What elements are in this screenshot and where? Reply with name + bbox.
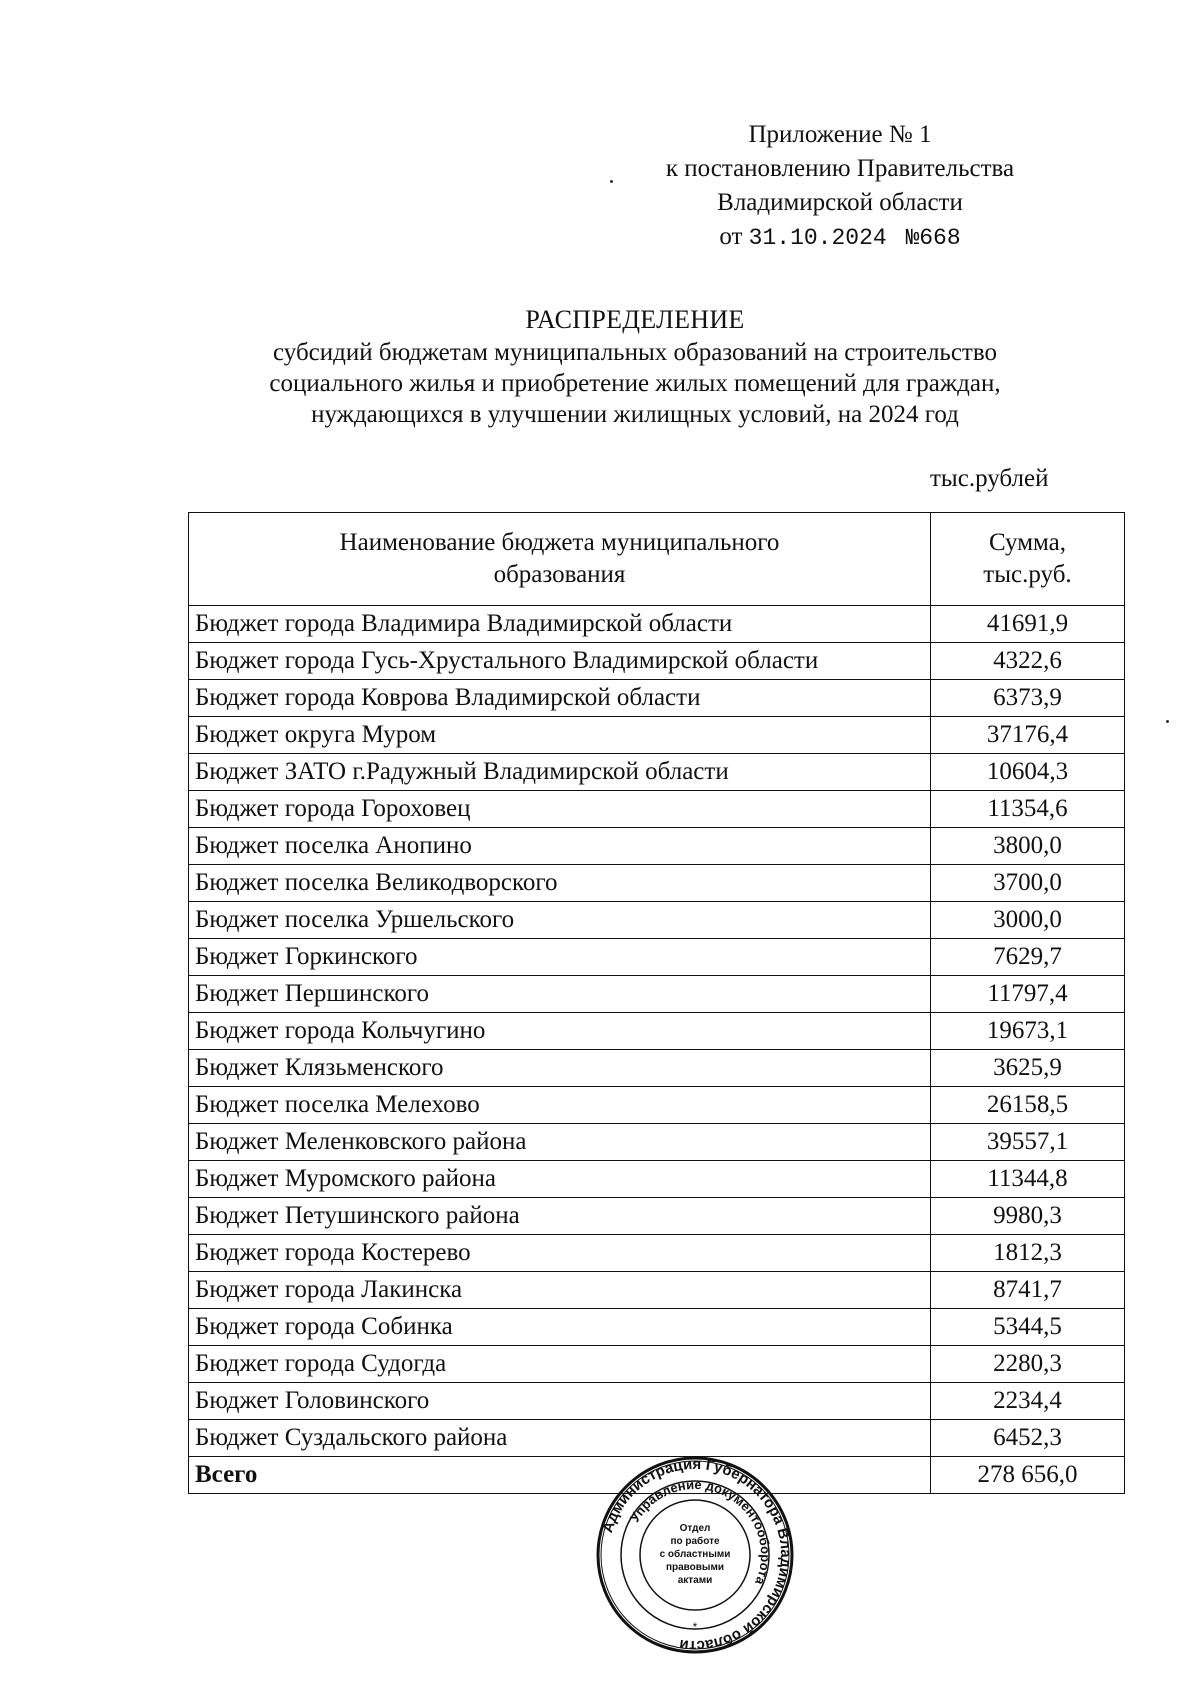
budget-name-cell: Бюджет города Собинка xyxy=(189,1309,931,1346)
amount-cell: 11344,8 xyxy=(931,1161,1125,1198)
budget-name-cell: Бюджет Горкинского xyxy=(189,939,931,976)
table-row xyxy=(189,754,1125,791)
budget-name-cell: Бюджет поселка Великодворского xyxy=(189,865,931,902)
table-row xyxy=(189,791,1125,828)
budget-name-cell: Бюджет города Судогда xyxy=(189,1346,931,1383)
budget-name-cell: Бюджет Петушинского района xyxy=(189,1198,931,1235)
amount-cell: 9980,3 xyxy=(931,1198,1125,1235)
seal-center-line-3: с областными xyxy=(659,1549,731,1560)
budget-name-cell: Бюджет округа Муром xyxy=(189,717,931,754)
table-row xyxy=(189,1198,1125,1235)
official-seal xyxy=(595,1455,795,1655)
amount-cell: 10604,3 xyxy=(931,754,1125,791)
column-header-sum-line2: тыс.руб. xyxy=(983,561,1072,588)
scan-speck xyxy=(610,180,613,183)
table-row xyxy=(189,1087,1125,1124)
amount-cell: 1812,3 xyxy=(931,1235,1125,1272)
table-row xyxy=(189,1346,1125,1383)
title-line-1: субсидий бюджетам муниципальных образований на строительство xyxy=(273,339,997,366)
amount-cell: 8741,7 xyxy=(931,1272,1125,1309)
amount-cell: 3000,0 xyxy=(931,902,1125,939)
budget-name-cell: Бюджет города Кольчугино xyxy=(189,1013,931,1050)
table-row xyxy=(189,902,1125,939)
budget-name-cell: Бюджет поселка Мелехово xyxy=(189,1087,931,1124)
appendix-number: Приложение № 1 xyxy=(748,121,932,148)
amount-cell: 3625,9 xyxy=(931,1050,1125,1087)
column-header-sum-line1: Сумма, xyxy=(988,529,1067,556)
seal-center-line-1: Отдел xyxy=(679,1523,711,1534)
document-title xyxy=(150,304,1120,430)
table-row xyxy=(189,1272,1125,1309)
budget-name-cell: Бюджет города Владимира Владимирской области xyxy=(189,606,931,643)
amount-cell: 39557,1 xyxy=(931,1124,1125,1161)
budget-name-cell: Бюджет Меленковского района xyxy=(189,1124,931,1161)
amount-cell: 37176,4 xyxy=(931,717,1125,754)
table-row xyxy=(189,680,1125,717)
table-row xyxy=(189,1124,1125,1161)
subsidy-table xyxy=(188,512,1125,1494)
amount-cell: 3700,0 xyxy=(931,865,1125,902)
table-header-row xyxy=(189,513,1125,606)
table-row xyxy=(189,717,1125,754)
amount-cell: 5344,5 xyxy=(931,1309,1125,1346)
budget-name-cell: Бюджет города Гусь-Хрустального Владимирской области xyxy=(189,643,931,680)
budget-name-cell: Бюджет Клязьменского xyxy=(189,1050,931,1087)
resolution-number: №668 xyxy=(905,225,961,251)
table-row xyxy=(189,976,1125,1013)
resolution-date: 31.10.2024 xyxy=(748,225,887,251)
column-header-name-line2: образования xyxy=(493,561,626,588)
table-row xyxy=(189,1235,1125,1272)
table-row xyxy=(189,606,1125,643)
amount-cell: 3800,0 xyxy=(931,828,1125,865)
seal-center-line-5: актами xyxy=(677,1575,713,1586)
total-label: Всего xyxy=(189,1457,931,1494)
amount-cell: 4322,6 xyxy=(931,643,1125,680)
table-row xyxy=(189,1383,1125,1420)
budget-name-cell: Бюджет Муромского района xyxy=(189,1161,931,1198)
amount-cell: 41691,9 xyxy=(931,606,1125,643)
seal-star-icon: * xyxy=(692,1620,698,1634)
total-amount: 278 656,0 xyxy=(931,1457,1125,1494)
seal-center-line-4: правовыми xyxy=(665,1562,725,1573)
table-body xyxy=(189,606,1125,1494)
title-line-3: нуждающихся в улучшении жилищных условий, на 2024 год xyxy=(311,401,959,428)
seal-center-line-2: по работе xyxy=(670,1536,720,1547)
amount-cell: 2234,4 xyxy=(931,1383,1125,1420)
budget-name-cell: Бюджет города Костерево xyxy=(189,1235,931,1272)
budget-name-cell: Бюджет города Гороховец xyxy=(189,791,931,828)
amount-cell: 11797,4 xyxy=(931,976,1125,1013)
appendix-date-line xyxy=(590,220,1090,255)
budget-name-cell: Бюджет Головинского xyxy=(189,1383,931,1420)
budget-name-cell: Бюджет поселка Анопино xyxy=(189,828,931,865)
table-row xyxy=(189,828,1125,865)
title-heading: РАСПРЕДЕЛЕНИЕ xyxy=(525,305,745,334)
table-row xyxy=(189,1050,1125,1087)
amount-cell: 6373,9 xyxy=(931,680,1125,717)
amount-cell: 7629,7 xyxy=(931,939,1125,976)
amount-cell: 26158,5 xyxy=(931,1087,1125,1124)
date-prefix: от xyxy=(719,223,743,250)
column-header-name xyxy=(189,513,931,606)
table-row xyxy=(189,1013,1125,1050)
appendix-header xyxy=(590,118,1090,255)
table-row xyxy=(189,643,1125,680)
seal-outer-text: Администрация Губернатора Владимирской области xyxy=(599,1455,795,1655)
appendix-region: Владимирской области xyxy=(717,189,963,216)
table-row xyxy=(189,1309,1125,1346)
budget-name-cell: Бюджет города Коврова Владимирской области xyxy=(189,680,931,717)
budget-name-cell: Бюджет города Лакинска xyxy=(189,1272,931,1309)
table-row xyxy=(189,939,1125,976)
column-header-sum xyxy=(931,513,1125,606)
appendix-resolution-ref: к постановлению Правительства xyxy=(665,155,1015,182)
budget-name-cell: Бюджет Першинского xyxy=(189,976,931,1013)
amount-cell: 2280,3 xyxy=(931,1346,1125,1383)
budget-name-cell: Бюджет поселка Уршельского xyxy=(189,902,931,939)
column-header-name-line1: Наименование бюджета муниципального xyxy=(339,529,780,556)
amount-cell: 11354,6 xyxy=(931,791,1125,828)
scan-speck xyxy=(1166,720,1169,723)
amount-cell: 19673,1 xyxy=(931,1013,1125,1050)
budget-name-cell: Бюджет Суздальского района xyxy=(189,1420,931,1457)
seal-ring-text: Управление документооборота xyxy=(626,1476,774,1588)
table-row xyxy=(189,865,1125,902)
budget-name-cell: Бюджет ЗАТО г.Радужный Владимирской области xyxy=(189,754,931,791)
unit-label: тыс.рублей xyxy=(930,465,1049,492)
table-row xyxy=(189,1420,1125,1457)
title-line-2: социального жилья и приобретение жилых помещений для граждан, xyxy=(269,370,1001,397)
table-row xyxy=(189,1161,1125,1198)
amount-cell: 6452,3 xyxy=(931,1420,1125,1457)
